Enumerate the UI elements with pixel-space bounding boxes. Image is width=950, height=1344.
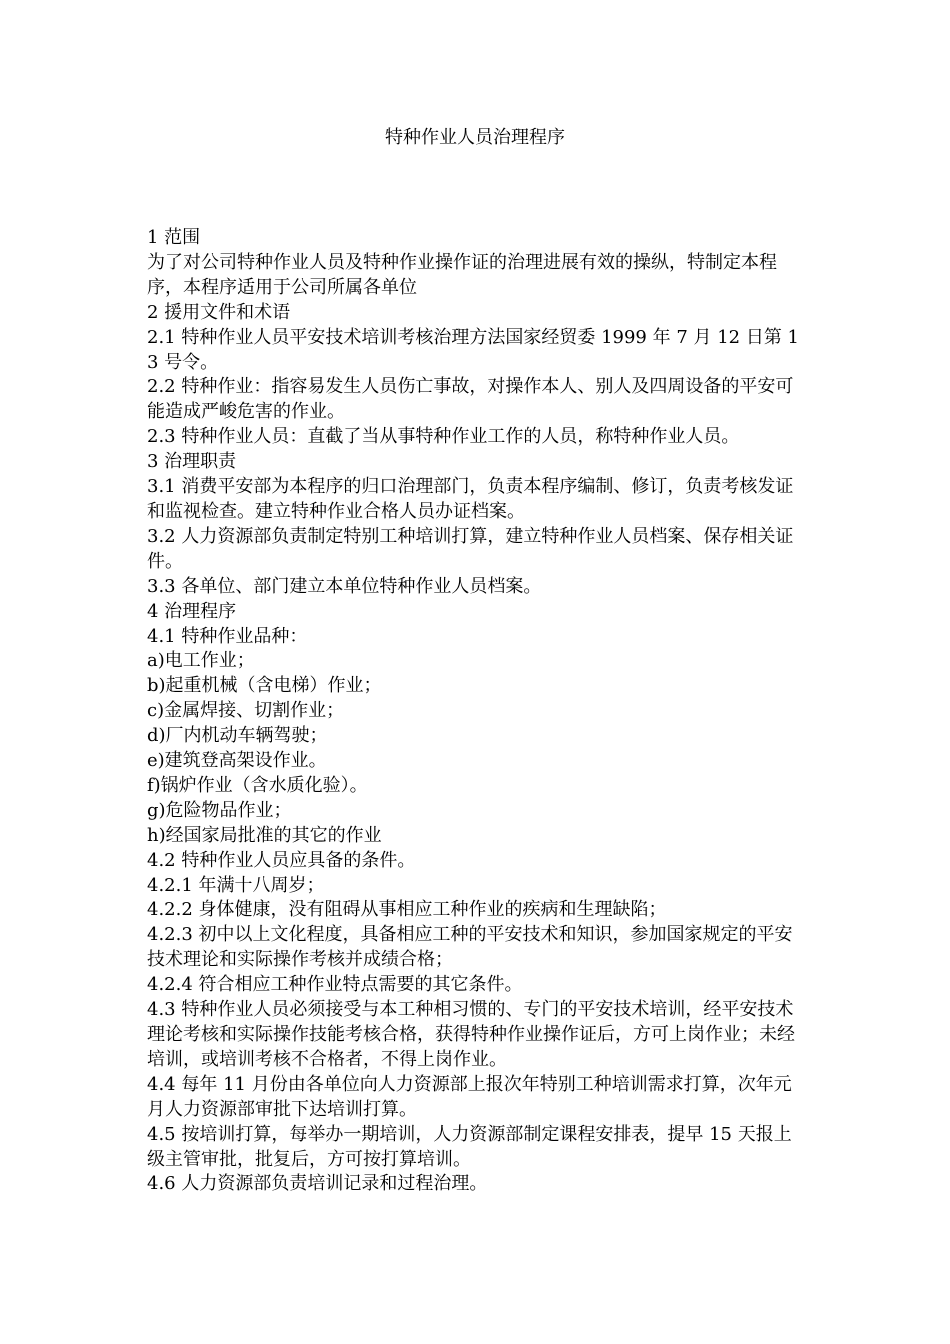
paragraph: a)电工作业； [147, 650, 255, 672]
paragraph: 3 治理职责 [147, 451, 237, 473]
paragraph: e)建筑登高架设作业。 [147, 750, 327, 772]
paragraph: 4.5 按培训打算，每举办一期培训，人力资源部制定课程安排表，提早 15 天报上级主管审批，批复后，方可按打算培训。 [147, 1123, 792, 1170]
document-body [147, 226, 807, 1197]
paragraph: 2.1 特种作业人员平安技术培训考核治理方法国家经贸委 1999 年 7 月 12 日第 13 号令。 [147, 326, 800, 373]
paragraph: 4.2.1 年满十八周岁； [147, 874, 325, 896]
paragraph: 4.2.4 符合相应工种作业特点需要的其它条件。 [147, 974, 523, 996]
paragraph: c)金属焊接、切割作业； [147, 700, 345, 722]
paragraph: f)锅炉作业（含水质化验）。 [147, 774, 368, 796]
paragraph: 4.6 人力资源部负责培训记录和过程治理。 [147, 1173, 488, 1195]
paragraph: 2.2 特种作业：指容易发生人员伤亡事故，对操作本人、别人及四周设备的平安可能造成严峻危害的作业。 [147, 376, 794, 423]
paragraph: g)危险物品作业； [147, 799, 292, 821]
paragraph: 3.3 各单位、部门建立本单位特种作业人员档案。 [147, 575, 542, 597]
paragraph: 为了对公司特种作业人员及特种作业操作证的治理进展有效的操纵，特制定本程序，本程序适用于公司所属各单位 [147, 251, 777, 298]
paragraph: h)经国家局批准的其它的作业 [147, 824, 382, 846]
paragraph: d)厂内机动车辆驾驶； [147, 725, 328, 747]
paragraph: 4.4 每年 11 月份由各单位向人力资源部上报次年特别工种培训需求打算，次年元月人力资源部审批下达培训打算。 [147, 1073, 792, 1120]
paragraph: 2.3 特种作业人员：直截了当从事特种作业工作的人员，称特种作业人员。 [147, 426, 740, 448]
paragraph: 1 范围 [147, 227, 201, 248]
paragraph: 4.3 特种作业人员必须接受与本工种相习惯的、专门的平安技术培训，经平安技术理论考核和实际操作技能考核合格，获得特种作业操作证后，方可上岗作业；未经培训，或培训考核不合格者，不得上岗作业。 [147, 999, 795, 1070]
paragraph: 3.1 消费平安部为本程序的归口治理部门，负责本程序编制、修订，负责考核发证和监视检查。建立特种作业合格人员办证档案。 [147, 476, 794, 522]
paragraph: 2 援用文件和术语 [147, 301, 291, 323]
paragraph: 4 治理程序 [147, 600, 237, 622]
paragraph: 4.2.2 身体健康，没有阻碍从事相应工种作业的疾病和生理缺陷； [147, 899, 667, 921]
paragraph: 4.2.3 初中以上文化程度，具备相应工种的平安技术和知识，参加国家规定的平安技术理论和实际操作考核并成绩合格； [147, 924, 793, 971]
paragraph: 4.2 特种作业人员应具备的条件。 [147, 849, 416, 871]
paragraph: b)起重机械（含电梯）作业； [147, 675, 382, 697]
document-title: 特种作业人员治理程序 [385, 127, 565, 148]
paragraph: 3.2 人力资源部负责制定特别工种培训打算，建立特种作业人员档案、保存相关证件。 [147, 525, 794, 572]
paragraph: 4.1 特种作业品种： [147, 625, 308, 647]
